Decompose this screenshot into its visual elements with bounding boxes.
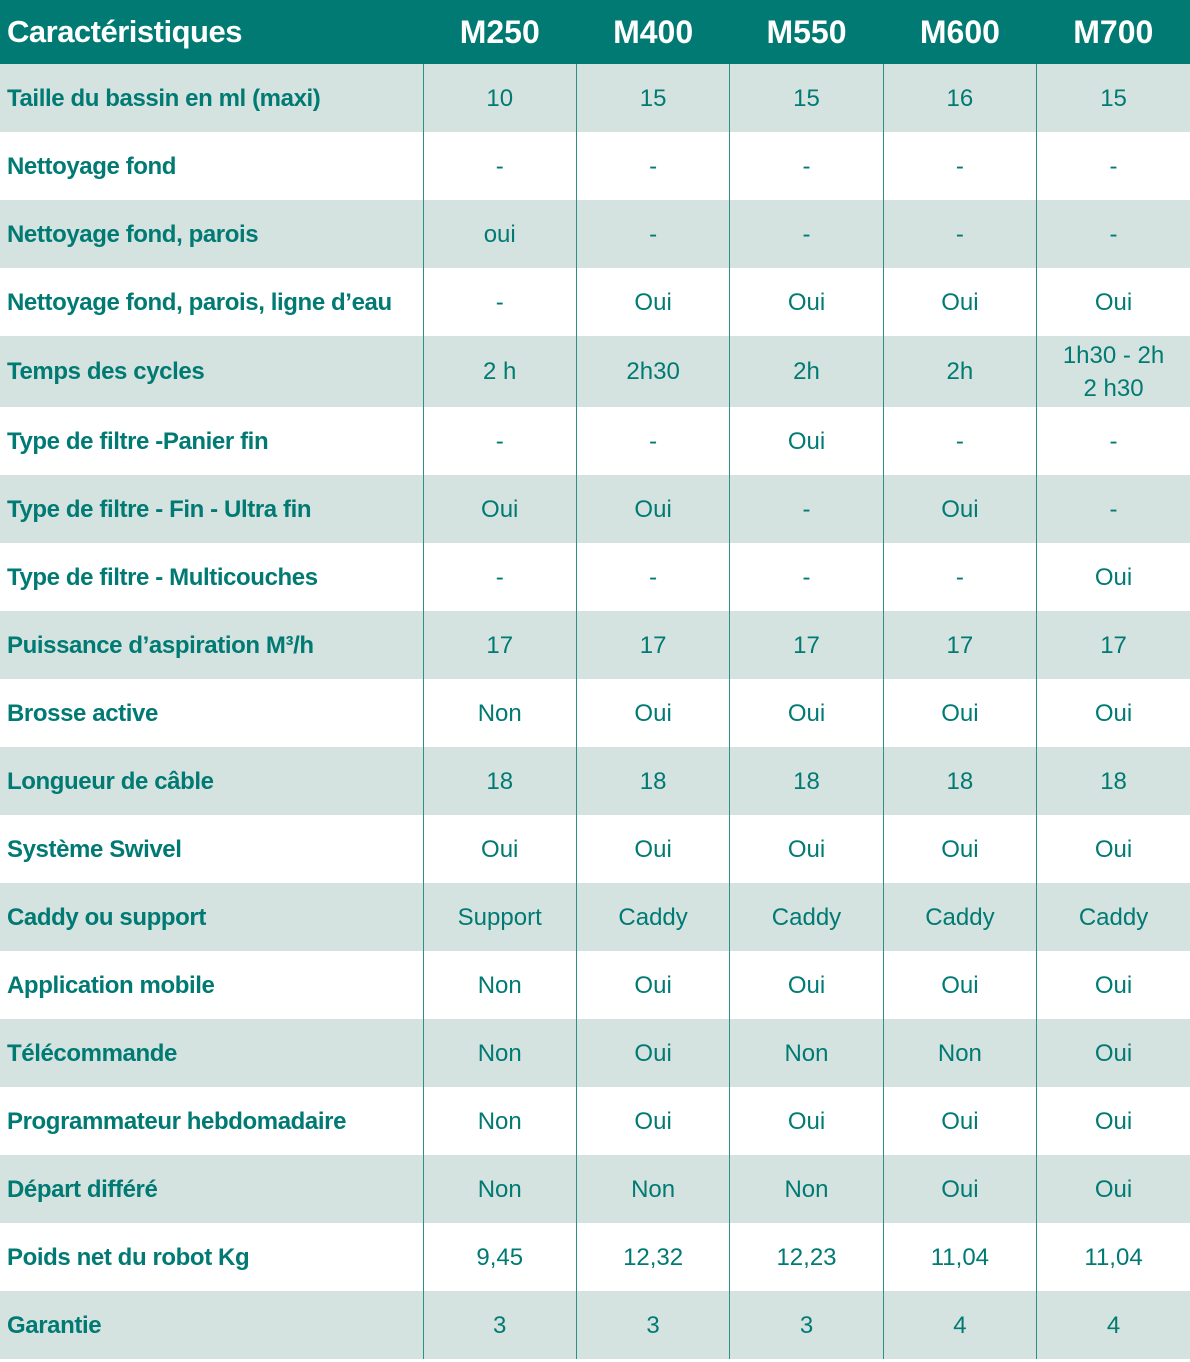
model-header-m400: M400	[613, 13, 694, 50]
table-cell: Oui	[576, 679, 729, 747]
row-label: Caddy ou support	[7, 903, 206, 931]
table-cell: Oui	[883, 268, 1036, 336]
table-cell: Non	[423, 1155, 576, 1223]
table-cell: Non	[883, 1019, 1036, 1087]
table-row	[0, 543, 1190, 611]
table-cell: Oui	[423, 475, 576, 543]
table-row	[0, 407, 1190, 475]
table-cell: 17	[576, 611, 729, 679]
table-cell: Non	[423, 1087, 576, 1155]
table-cell: 4	[1037, 1291, 1190, 1359]
table-cell: Oui	[576, 268, 729, 336]
table-cell: Oui	[1037, 679, 1190, 747]
row-label: Départ différé	[7, 1175, 158, 1203]
table-row	[0, 679, 1190, 747]
table-cell: Oui	[883, 815, 1036, 883]
table-cell: 3	[730, 1291, 883, 1359]
table-cell: Oui	[730, 1087, 883, 1155]
table-cell: Oui	[1037, 1155, 1190, 1223]
table-cell: -	[730, 475, 883, 543]
table-cell: -	[883, 543, 1036, 611]
table-cell: 2h	[730, 336, 883, 407]
table-cell: -	[1037, 132, 1190, 200]
table-cell: -	[1037, 200, 1190, 268]
table-cell: -	[1037, 475, 1190, 543]
table-cell: Non	[423, 951, 576, 1019]
model-header-m250: M250	[459, 13, 540, 50]
table-cell: Oui	[576, 475, 729, 543]
table-cell: 16	[883, 64, 1036, 132]
table-cell: 2 h	[423, 336, 576, 407]
model-header-m700: M700	[1073, 13, 1154, 50]
table-cell: 4	[883, 1291, 1036, 1359]
table-cell: 12,23	[730, 1223, 883, 1291]
table-row	[0, 1087, 1190, 1155]
row-label: Type de filtre -Panier fin	[7, 427, 269, 455]
row-label: Poids net du robot Kg	[7, 1243, 250, 1271]
table-cell: -	[730, 543, 883, 611]
table-cell: 17	[1037, 611, 1190, 679]
table-cell: Oui	[730, 679, 883, 747]
row-label: Système Swivel	[7, 835, 182, 863]
table-cell: Oui	[883, 1087, 1036, 1155]
table-cell: -	[730, 132, 883, 200]
model-header-m550: M550	[766, 13, 847, 50]
table-cell: 11,04	[1037, 1223, 1190, 1291]
table-cell: Caddy	[730, 883, 883, 951]
row-label: Longueur de câble	[7, 767, 214, 795]
table-cell: -	[730, 200, 883, 268]
table-cell: -	[576, 200, 729, 268]
table-cell: 17	[423, 611, 576, 679]
table-row	[0, 475, 1190, 543]
table-cell: -	[883, 200, 1036, 268]
table-cell: 10	[423, 64, 576, 132]
table-row	[0, 611, 1190, 679]
row-label: Nettoyage fond, parois	[7, 220, 259, 248]
table-cell: Caddy	[1037, 883, 1190, 951]
table-header	[0, 0, 1190, 64]
table-cell: -	[423, 132, 576, 200]
table-cell: Oui	[1037, 268, 1190, 336]
table-cell: Oui	[730, 951, 883, 1019]
table-cell: Oui	[1037, 1087, 1190, 1155]
table-cell: Non	[730, 1155, 883, 1223]
row-label: Garantie	[7, 1311, 102, 1339]
row-label: Brosse active	[7, 699, 158, 727]
table-cell: 18	[423, 747, 576, 815]
table-cell: Non	[423, 679, 576, 747]
table-cell: 11,04	[883, 1223, 1036, 1291]
table-row	[0, 1291, 1190, 1359]
table-cell: 3	[576, 1291, 729, 1359]
table-cell: Oui	[730, 815, 883, 883]
row-label: Temps des cycles	[7, 358, 205, 385]
table-cell: Oui	[1037, 815, 1190, 883]
table-cell: -	[576, 132, 729, 200]
row-label: Taille du bassin en ml (maxi)	[7, 84, 321, 112]
table-cell: Oui	[883, 1155, 1036, 1223]
table-cell: Support	[423, 883, 576, 951]
table-cell: Caddy	[576, 883, 729, 951]
table-cell: 17	[730, 611, 883, 679]
row-label: Puissance d’aspiration M³/h	[7, 631, 314, 659]
table-cell: 12,32	[576, 1223, 729, 1291]
table-cell: Caddy	[883, 883, 1036, 951]
row-label: Type de filtre - Fin - Ultra fin	[7, 495, 312, 523]
table-cell: Oui	[576, 1087, 729, 1155]
table-cell: 2h30	[576, 336, 729, 407]
table-cell: Oui	[423, 815, 576, 883]
table-row	[0, 883, 1190, 951]
table-row	[0, 268, 1190, 336]
table-cell: Oui	[883, 475, 1036, 543]
table-cell: 18	[576, 747, 729, 815]
table-cell: 18	[1037, 747, 1190, 815]
row-label: Nettoyage fond, parois, ligne d’eau	[7, 288, 392, 316]
table-cell: Oui	[1037, 951, 1190, 1019]
table-cell: Non	[576, 1155, 729, 1223]
table-cell: -	[423, 543, 576, 611]
table-cell: oui	[423, 200, 576, 268]
table-cell: Oui	[730, 407, 883, 475]
table-row	[0, 815, 1190, 883]
table-row	[0, 336, 1190, 407]
model-header-m600: M600	[919, 13, 1000, 50]
row-label: Type de filtre - Multicouches	[7, 563, 318, 591]
table-cell: 2h	[883, 336, 1036, 407]
table-cell: Oui	[883, 679, 1036, 747]
table-row	[0, 64, 1190, 132]
table-cell: Oui	[730, 268, 883, 336]
table-cell: Oui	[1037, 1019, 1190, 1087]
table-cell: 15	[576, 64, 729, 132]
row-label: Nettoyage fond	[7, 152, 177, 180]
table-row	[0, 200, 1190, 268]
table-cell: 15	[1037, 64, 1190, 132]
table-cell: 3	[423, 1291, 576, 1359]
row-label: Télécommande	[7, 1039, 177, 1067]
table-row	[0, 951, 1190, 1019]
table-cell: 15	[730, 64, 883, 132]
table-body	[0, 64, 1190, 1359]
table-cell: -	[883, 132, 1036, 200]
row-label: Programmateur hebdomadaire	[7, 1107, 347, 1135]
table-row	[0, 747, 1190, 815]
table-cell: -	[883, 407, 1036, 475]
table-cell: 18	[730, 747, 883, 815]
table-cell: 9,45	[423, 1223, 576, 1291]
table-cell: Non	[730, 1019, 883, 1087]
table-row	[0, 1223, 1190, 1291]
table-cell: Oui	[576, 815, 729, 883]
table-cell: -	[423, 268, 576, 336]
table-cell: Oui	[576, 951, 729, 1019]
header-label: Caractéristiques	[7, 14, 242, 49]
table-cell: Oui	[1037, 543, 1190, 611]
table-cell: Oui	[883, 951, 1036, 1019]
table-cell: -	[1037, 407, 1190, 475]
table-row	[0, 1155, 1190, 1223]
row-label: Application mobile	[7, 971, 215, 999]
table-cell: 17	[883, 611, 1036, 679]
table-cell: -	[576, 543, 729, 611]
table-cell: Non	[423, 1019, 576, 1087]
table-row	[0, 132, 1190, 200]
table-cell: Oui	[576, 1019, 729, 1087]
table-cell: -	[576, 407, 729, 475]
table-cell: 1h30 - 2h 2 h30	[1037, 336, 1190, 407]
header-row	[0, 0, 1190, 64]
table-row	[0, 1019, 1190, 1087]
table-cell: -	[423, 407, 576, 475]
table-cell: 18	[883, 747, 1036, 815]
